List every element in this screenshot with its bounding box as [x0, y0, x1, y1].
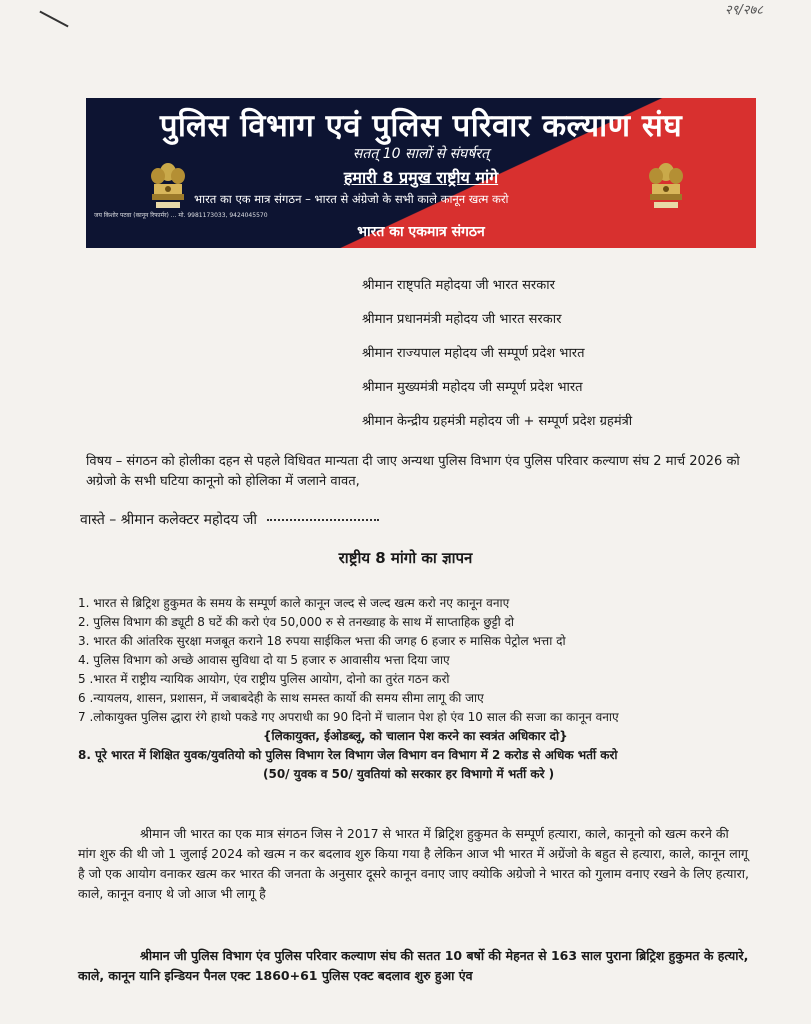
pen-mark: [39, 11, 68, 28]
demand-note: {लिकायुक्त, ईओडब्लू, को चालान पेश करने का स्वत्रंत अधिकार दो}: [263, 729, 568, 743]
banner-subline: भारत का एक मात्र संगठन – भारत से अंग्रेजो के सभी काले कानून खत्म करो: [194, 192, 509, 206]
national-emblem-icon: [646, 160, 686, 214]
demand-item: 4. पुलिस विभाग को अच्छे आवास सुविधा दो या 5 हजार रु आवासीय भत्ता दिया जाए: [78, 653, 450, 667]
subject-line: विषय – संगठन को होलीका दहन से पहले विधिवत मान्यता दी जाए अन्यथा पुलिस विभाग एंव पुलिस परिवार कल्याण संघ 2 मार्च 2026 को अग्रेजो के सभी घटिया कानूनो को होलिका में जलाने वावत,: [86, 454, 740, 489]
recipient-line: [80, 510, 379, 529]
addressee-line: श्रीमान मुख्यमंत्री महोदय जी सम्पूर्ण प्रदेश भारत: [362, 380, 583, 395]
demand-item: 2. पुलिस विभाग की ड्यूटी 8 घटें की करो एंव 50,000 रु से तनख्वाह के साथ में साप्ताहिक छुट्टी दो: [78, 615, 515, 629]
banner-heading: हमारी 8 प्रमुख राष्ट्रीय मांगे: [343, 168, 499, 187]
body-paragraph: श्रीमान जी भारत का एक मात्र संगठन जिस ने 2017 से भारत में ब्रिट्रिश हुकुमत के सम्पूर्ण हत्यारा, काले, कानूनो को खत्म करने की मांग शुरु की थी जो 1 जुलाई 2024 को खत्म न कर बदलाव शुरु किया गया है लेकिन आज भी भारत में अग्रेंजो के बहुत से हत्यारा, काले, कानून लागू है जो एक आयोग वनाकर खत्म कर भारत की जनता के अनुसार दूसरे कानून वनाए जाए क्योकि अग्रेजो ने भारत को गुलाम वनाए रखने के लिए हत्यारा, काले, कानून वनाए थे जो आज भी लागू है: [78, 826, 749, 901]
organization-name: पुलिस विभाग एवं पुलिस परिवार कल्याण संघ: [159, 108, 683, 144]
memorandum-title: राष्ट्रीय 8 मांगो का ज्ञापन: [338, 549, 473, 567]
demand-note: (50/ युवक व 50/ युवतियां को सरकार हर विभागो में भर्ती करे ): [263, 767, 555, 781]
recipient-label: वास्ते – श्रीमान कलेक्टर महोदय जी: [80, 512, 258, 528]
banner-contact: जय किशोर पटवा (कानून रिफार्मर) ... मो. 9981173033, 9424045570: [94, 212, 268, 219]
dotted-blank: [267, 519, 379, 521]
demand-item: 7 .लोकायुक्त पुलिस द्धारा रंगे हाथो पकडे गए अपराधी का 90 दिनो में चालान पेश हो एंव 10 साल की सजा का कानून वनाए: [78, 710, 619, 724]
demand-item: 8. पूरे भारत में शिक्षित युवक/युवतियो को पुलिस विभाग रेल विभाग जेल विभाग वन विभाग में 2 करोड से अधिक भर्ती करो: [78, 748, 618, 762]
demand-item: 1. भारत से ब्रिट्रिश हुकुमत के समय के सम्पूर्ण काले कानून जल्द से जल्द खत्म करो नए कानून वनाए: [78, 596, 510, 610]
banner-bottom-text: भारत का एकमात्र संगठन: [357, 224, 485, 240]
addressee-list: [362, 276, 632, 446]
handwritten-page-number: २९/२७८: [724, 3, 763, 18]
body-paragraph: श्रीमान जी पुलिस विभाग एंव पुलिस परिवार कल्याण संघ की सतत 10 बर्षो की मेहनत से 163 साल पुराना ब्रिट्रिश हुकुमत के हत्यारे, काले, कानून यानि इन्डियन पैनल एक्ट 1860+61 पुलिस एक्ट बदलाव शुरु हुआ एंव: [78, 948, 749, 983]
addressee-line: श्रीमान राष्ट्पति महोदया जी भारत सरकार: [362, 278, 555, 293]
demand-item: 3. भारत की आंतरिक सुरक्षा मजबूत कराने 18 रुपया साईकिल भत्ता की जगह 6 हजार रु मासिक पेट्रोल भत्ता दो: [78, 634, 566, 648]
demand-item: 5 .भारत में राष्ट्रीय न्यायिक आयोग, एंव राष्ट्रीय पुलिस आयोग, दोनो का तुरंत गठन करो: [78, 672, 450, 686]
letterhead-banner: [86, 98, 756, 248]
national-emblem-icon: [148, 160, 188, 214]
addressee-line: श्रीमान केन्द्रीय ग्रहमंत्री महोदय जी + सम्पूर्ण प्रदेश ग्रहमंत्री: [362, 414, 633, 429]
addressee-line: श्रीमान राज्यपाल महोदय जी सम्पूर्ण प्रदेश भारत: [362, 346, 585, 361]
demands-list: [78, 594, 778, 784]
demand-item: 6 .न्यायलय, शासन, प्रशासन, में जबाबदेही के साथ समस्त कार्यो की समय सीमा लागू की जाए: [78, 691, 484, 705]
banner-tagline: सतत् 10 सालों से संघर्षरत्: [352, 146, 490, 162]
addressee-line: श्रीमान प्रधानमंत्री महोदय जी भारत सरकार: [362, 312, 562, 327]
